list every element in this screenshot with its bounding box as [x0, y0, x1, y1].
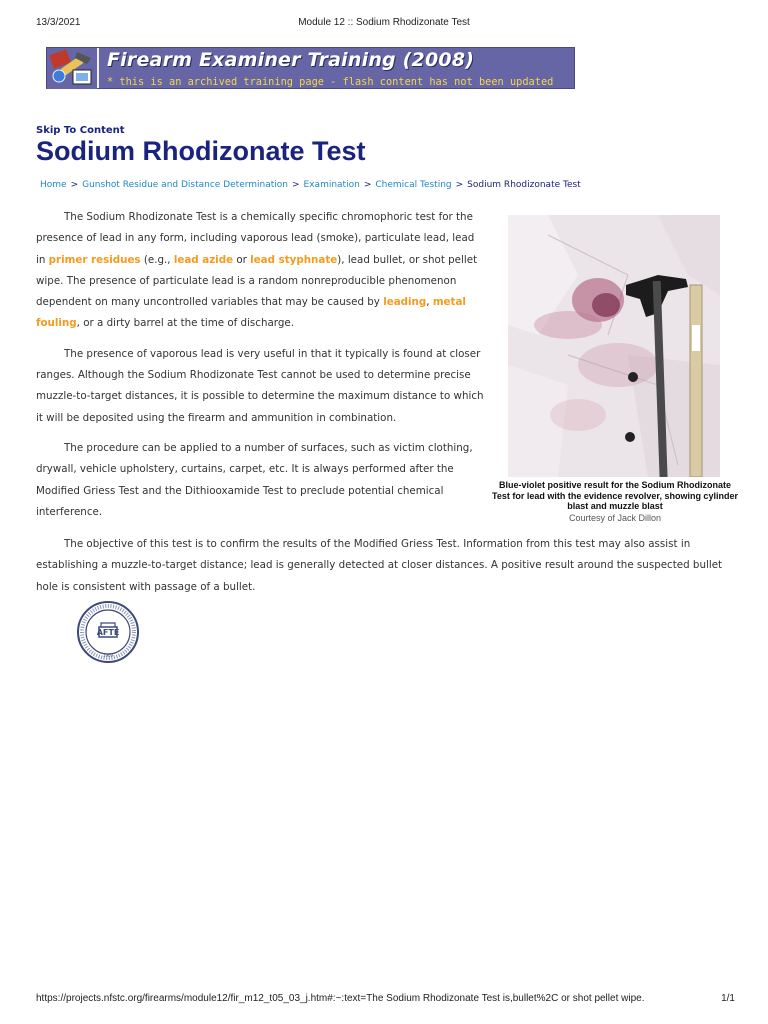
- seal-afte-text: AFTE: [96, 628, 120, 637]
- breadcrumb-chemical-testing[interactable]: Chemical Testing: [375, 180, 452, 190]
- breadcrumb-current: Sodium Rhodizonate Test: [467, 180, 581, 190]
- print-header: [0, 17, 768, 31]
- breadcrumb: [40, 180, 581, 190]
- evidence-figure: [508, 215, 720, 477]
- breadcrumb-separator: >: [292, 180, 300, 190]
- text: ,: [426, 296, 433, 309]
- breadcrumb-examination[interactable]: Examination: [303, 180, 360, 190]
- objective-section: [36, 534, 736, 598]
- banner-divider: [97, 48, 99, 88]
- glossary-link-lead-styphnate[interactable]: lead styphnate: [250, 253, 338, 266]
- figure-credit: Courtesy of Jack Dillon: [568, 513, 662, 523]
- text: The Sodium Rhodizonate Test is a chemically specific chromophoric test for the presence of lead in any form, including vaporous lead (smoke), particulate lead, lead in: [36, 211, 475, 266]
- page-title: Sodium Rhodizonate Test: [36, 136, 366, 166]
- paragraph-objective: The objective of this test is to confirm the results of the Modified Griess Test. Information from this test may also assist in establishing a muzzle-to-target distance; lead is generally detected at closer distances. A positive result around the suspected bullet hole is consistent with passage of a bullet.: [36, 538, 723, 593]
- print-footer: [0, 993, 768, 1007]
- afte-seal-logo[interactable]: [77, 601, 139, 663]
- print-page-number: 1/1: [721, 993, 735, 1004]
- glossary-link-lead-azide[interactable]: lead azide: [173, 253, 234, 266]
- glossary-link-metal-fouling[interactable]: metal fouling: [36, 296, 466, 330]
- breadcrumb-separator: >: [363, 180, 372, 190]
- paragraph-procedure: The procedure can be applied to a number of surfaces, such as victim clothing, drywall, vehicle upholstery, curtains, carpet, etc. It is always performed after the Modified Griess Test and the Dithiooxamide Test to preclude potential chemical interference.: [36, 441, 473, 518]
- main-content: [36, 207, 486, 532]
- firearm-tools-icon: [47, 48, 97, 89]
- site-banner[interactable]: [46, 47, 575, 89]
- paragraph-intro: [36, 207, 486, 335]
- banner-subtitle: * this is an archived training page - flash content has not been updated: [107, 76, 554, 88]
- glossary-link-primer-residues[interactable]: primer residues: [48, 253, 141, 266]
- paragraph-vaporous-lead: The presence of vaporous lead is very useful in that it typically is found at closer ranges. Although the Sodium Rhodizonate Test cannot be used to determine precise muzzle-to-target distances, it is possible to determine the maximum distance to which it will be deposited using the firearm and ammunition in combination.: [36, 347, 484, 424]
- breadcrumb-gunshot-residue[interactable]: Gunshot Residue and Distance Determination: [82, 180, 288, 190]
- seal-year: 1969: [102, 653, 114, 658]
- text: ), lead bullet, or shot pellet wipe. The presence of particulate lead is a random nonreproducible phenomenon dependent on many uncontrolled variables that may be caused by: [36, 253, 478, 309]
- print-url: https://projects.nfstc.org/firearms/module12/fir_m12_t05_03_j.htm#:~:text=The Sodium Rhodizonate Test is,bullet%2C or shot pellet wipe.: [36, 993, 645, 1004]
- evidence-photo: [508, 215, 720, 477]
- text: (e.g.,: [140, 253, 174, 266]
- figure-caption: Blue-violet positive result for the Sodium Rhodizonate Test for lead with the evidence revolver, showing cylinder blast and muzzle blast: [492, 480, 738, 511]
- glossary-link-leading[interactable]: leading: [383, 296, 427, 309]
- breadcrumb-separator: >: [70, 180, 79, 190]
- text: , or a dirty barrel at the time of discharge.: [76, 317, 294, 330]
- breadcrumb-separator: >: [455, 180, 464, 190]
- skip-to-content-link[interactable]: Skip To Content: [36, 125, 125, 136]
- print-date: 13/3/2021: [36, 17, 81, 28]
- text: or: [233, 253, 251, 266]
- breadcrumb-home[interactable]: Home: [40, 180, 67, 190]
- print-page-title: Module 12 :: Sodium Rhodizonate Test: [298, 17, 470, 28]
- banner-title: Firearm Examiner Training (2008): [107, 49, 475, 71]
